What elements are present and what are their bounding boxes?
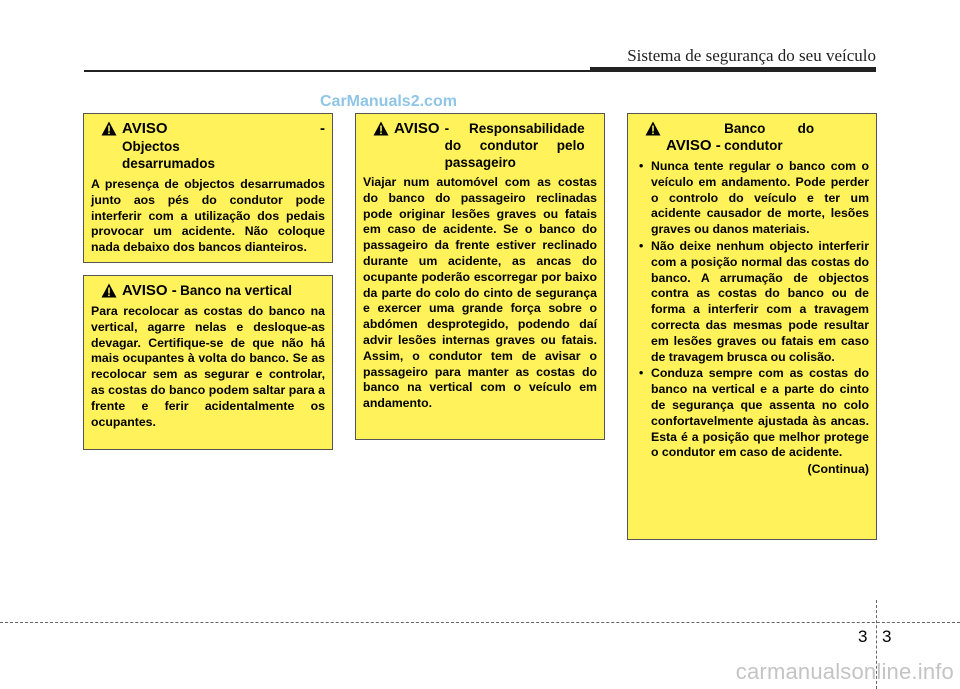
warning-label: AVISO -: [666, 137, 721, 154]
watermark-top: CarManuals2.com: [320, 93, 457, 110]
warning-topic: Banco do condutor: [724, 121, 815, 153]
watermark-bottom: carmanualsonline.info: [735, 659, 954, 684]
warning-body: Viajar num automóvel com as costas do banco do passageiro reclinadas pode originar lesões graves ou fatais em caso de acidente. Se o banco do passageiro da frente estiver reclinado durante um acidente, as ancas do ocupante poderão escorregar por baixo da parte do colo do cinto de segurança e exercer uma grande força sobre o abdómen desprotegido, podendo daí advir lesões internas graves ou fatais. Assim, o condutor tem de avisar o passageiro para manter as costas do banco na vertical com o veículo em andamento.: [363, 175, 597, 411]
footer-rule: [0, 622, 960, 623]
warning-box-driver-seat: [627, 113, 877, 540]
page-header-title: Sistema de segurança do seu veículo: [627, 46, 876, 65]
warning-topic: Objectos desarrumados: [122, 139, 216, 171]
warning-header: [635, 120, 869, 155]
page-chapter-number: 3: [858, 627, 868, 646]
warning-triangle-icon: [101, 121, 117, 136]
warning-triangle-icon: [373, 121, 389, 136]
warning-triangle-icon: [645, 121, 661, 136]
warning-body: Para recolocar as costas do banco na vertical, agarre nelas e desloque-as devagar. Certifique-se de que não há mais ocupantes à volta do banco. Se as recolocar sem as segurar e controlar, as costas do banco podem saltar para a frente e ferir acidentalmente os ocupantes.: [91, 304, 325, 429]
warning-header: [363, 120, 597, 171]
warning-triangle-icon: [101, 283, 117, 298]
page-number: 3: [882, 627, 892, 646]
warning-body: A presença de objectos desarrumados junto aos pés do condutor pode interferir com a utilização dos pedais provocar um acidente. Não coloque nada debaixo dos bancos dianteiros.: [91, 177, 325, 255]
warning-label: AVISO: [394, 120, 440, 137]
warning-list: [635, 159, 869, 461]
header-rule-accent: [590, 67, 876, 72]
warning-label: AVISO -: [122, 282, 177, 299]
warning-header: [91, 282, 325, 300]
list-item: • Nunca tente regular o banco com o veículo em andamento. Pode perder o controlo do veículo e ter um acidente causador de morte, lesões graves ou danos materiais.: [635, 159, 869, 238]
warning-header: [91, 120, 325, 173]
warning-label: AVISO -: [122, 120, 325, 137]
list-item: • Conduza sempre com as costas do banco na vertical e a parte do cinto de segurança que assenta no colo confortavelmente ajustada às ancas. Esta é a posição que melhor protege o condutor em caso de acidente.: [635, 366, 869, 461]
warning-topic: Banco na vertical: [180, 283, 292, 298]
warning-box-vertical: [83, 275, 333, 450]
warning-topic: - Responsabilidade do condutor pelo passageiro: [444, 121, 585, 170]
list-item: • Não deixe nenhum objecto interferir com a posição normal das costas do banco. A arrumação de objectos contra as costas do banco ou de forma a interferir com a travagem correcta das mesmas pode resultar em lesões graves ou fatais em caso de travagem brusca ou colisão.: [635, 239, 869, 365]
warning-box-objects: [83, 113, 333, 263]
warning-box-responsibility: [355, 113, 605, 440]
continued-label: (Continua): [807, 462, 869, 477]
